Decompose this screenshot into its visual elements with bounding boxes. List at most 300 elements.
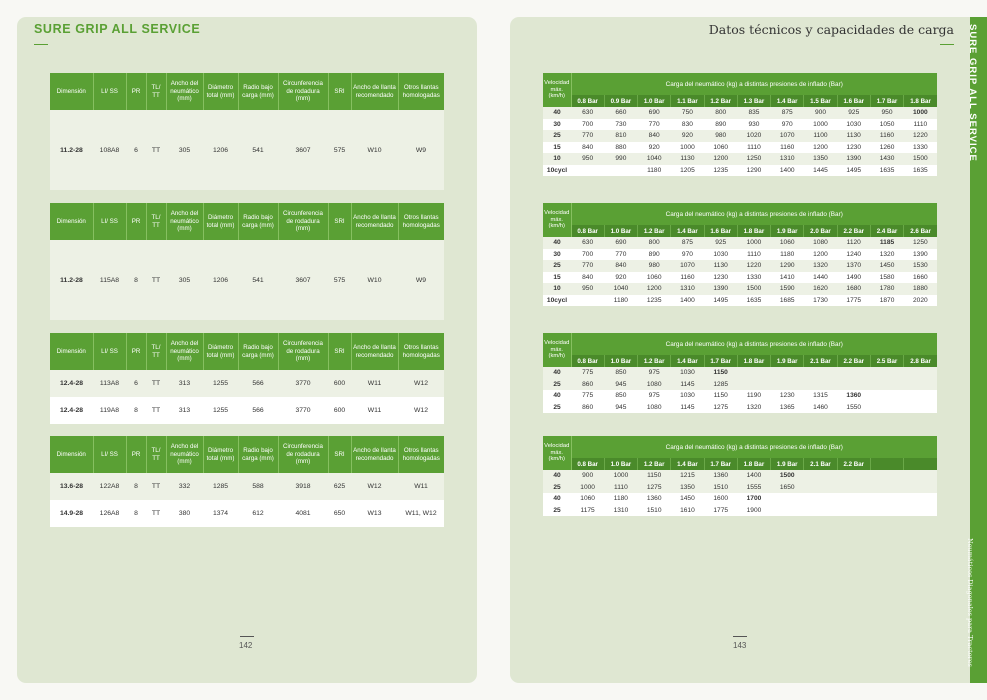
side-tab-subtitle: Neumáticos Diagonales para Tractores <box>966 538 974 667</box>
load-cell: 770 <box>615 250 627 258</box>
spec-header-cell: Diámetro total (mm) <box>203 203 238 240</box>
spec-cell: 6 <box>126 110 146 190</box>
load-cell <box>904 482 937 494</box>
load-cell: 930 <box>748 120 760 128</box>
right-page-number-rule <box>733 636 747 637</box>
spec-header-cell: Ancho del neumático (mm) <box>166 436 203 473</box>
capacity-header: Carga del neumático (kg) a distintas presiones de inflado (Bar) <box>571 73 937 95</box>
load-cell: 1275 <box>713 403 729 411</box>
pressure-header-cell: 0.8 Bar <box>571 458 604 470</box>
pressure-header-cell <box>904 458 937 470</box>
load-cell: 975 <box>638 367 671 379</box>
load-cell: 660 <box>604 107 637 119</box>
speed-cell: 40 <box>543 107 571 119</box>
spec-header-cell: Ancho de llanta recomendado <box>351 203 398 240</box>
spec-cell: TT <box>146 370 166 397</box>
load-cell: 1440 <box>813 273 828 281</box>
spec-cell: 8 <box>126 240 146 320</box>
load-cell: 630 <box>571 237 604 249</box>
spec-header-cell: Dimensión <box>50 333 93 370</box>
spec-cell: 566 <box>238 370 278 397</box>
load-cell <box>904 390 937 402</box>
load-cell: 880 <box>615 143 627 151</box>
spec-table <box>50 73 444 190</box>
spec-header-cell: LI/ SS <box>93 203 126 240</box>
spec-cell: TT <box>146 110 166 190</box>
load-cell <box>870 505 903 517</box>
load-cell: 1510 <box>704 482 737 494</box>
load-cell: 1495 <box>846 166 862 174</box>
load-cell: 1180 <box>613 495 628 503</box>
speed-cell: 25 <box>553 506 561 514</box>
spec-cell: 305 <box>166 110 203 190</box>
right-page-title: Datos técnicos y capacidades de carga <box>708 22 954 37</box>
load-cell: 1000 <box>571 482 604 494</box>
pressure-header-cell: 0.9 Bar <box>604 95 637 107</box>
spec-cell: 541 <box>238 240 278 320</box>
spec-cell: 3770 <box>278 370 328 397</box>
load-cell <box>904 379 937 391</box>
spec-cell: 380 <box>178 510 191 517</box>
pressure-header-cell: 1.2 Bar <box>638 225 671 237</box>
load-cell <box>904 470 937 482</box>
load-cell: 1110 <box>747 250 761 258</box>
load-cell: 1330 <box>746 273 762 281</box>
spec-header-cell: Radio bajo carga (mm) <box>238 436 278 473</box>
pressure-header-row <box>543 225 937 237</box>
spec-header-cell: LI/ SS <box>93 73 126 110</box>
spec-row <box>50 240 444 320</box>
load-cell: 800 <box>704 107 737 119</box>
spec-cell: 1374 <box>212 510 229 517</box>
speed-cell: 40 <box>553 495 561 503</box>
load-cell: 945 <box>604 379 637 391</box>
pressure-header-cell: 0.8 Bar <box>571 225 604 237</box>
spec-cell: 12.4-28 <box>50 370 93 397</box>
load-cell: 1040 <box>604 283 637 295</box>
load-cell: 1650 <box>771 482 804 494</box>
spec-header-cell: Radio bajo carga (mm) <box>238 73 278 110</box>
load-cell: 770 <box>571 260 604 272</box>
spec-header-cell: Dimensión <box>50 73 93 110</box>
load-row <box>543 505 937 517</box>
spec-cell: 612 <box>252 510 264 517</box>
load-cell: 980 <box>638 260 671 272</box>
load-row <box>543 482 937 494</box>
load-cell: 775 <box>582 392 594 400</box>
load-cell <box>771 379 804 391</box>
load-cell: 860 <box>582 403 594 411</box>
load-row <box>543 367 937 379</box>
pressure-header-cell: 2.6 Bar <box>904 225 937 237</box>
spec-cell: 566 <box>252 407 264 414</box>
load-row <box>543 493 937 505</box>
load-cell: 1495 <box>713 296 729 304</box>
load-cell: 950 <box>870 107 903 119</box>
capacity-header: Carga del neumático (kg) a distintas presiones de inflado (Bar) <box>571 333 937 355</box>
pressure-header-cell <box>870 458 903 470</box>
spec-row <box>50 370 444 397</box>
load-cell: 1130 <box>671 153 704 165</box>
load-cell <box>904 402 937 414</box>
load-cell: 1620 <box>804 283 837 295</box>
load-cell: 1400 <box>779 166 795 174</box>
spec-header-cell: Diámetro total (mm) <box>203 333 238 370</box>
load-cell: 875 <box>671 237 704 249</box>
load-cell: 1730 <box>813 296 828 304</box>
load-cell: 1190 <box>746 392 762 400</box>
speed-cell: 30 <box>553 120 561 128</box>
pressure-header-cell: 1.4 Bar <box>671 225 704 237</box>
load-row <box>543 390 937 402</box>
pressure-header-cell: 1.3 Bar <box>737 95 770 107</box>
load-cell <box>804 367 837 379</box>
spec-header-cell: LI/ SS <box>93 333 126 370</box>
load-cell: 1555 <box>737 482 770 494</box>
spec-cell: 119A8 <box>99 407 120 414</box>
load-row <box>543 107 937 119</box>
spec-cell: 6 <box>126 370 146 397</box>
load-cell <box>904 505 937 517</box>
load-cell: 1285 <box>704 379 737 391</box>
spec-row <box>50 500 444 527</box>
load-cell: 1250 <box>904 237 937 249</box>
pressure-header-cell: 2.2 Bar <box>837 355 870 367</box>
spec-cell: W12 <box>398 370 444 397</box>
pressure-header-cell: 1.4 Bar <box>771 95 804 107</box>
spec-cell: 3607 <box>278 240 328 320</box>
spec-cell: W9 <box>398 240 444 320</box>
load-cell: 1235 <box>713 166 729 174</box>
speed-cell: 30 <box>553 250 561 258</box>
load-cell: 850 <box>604 367 637 379</box>
load-cell: 1145 <box>680 403 695 411</box>
load-cell: 690 <box>638 107 671 119</box>
load-cell: 1175 <box>580 506 595 514</box>
pressure-header-cell: 1.2 Bar <box>638 458 671 470</box>
load-table <box>543 203 937 306</box>
load-cell: 1510 <box>646 506 662 514</box>
side-tab-title: SURE GRIP ALL SERVICE <box>967 24 978 162</box>
load-cell: 890 <box>648 250 660 258</box>
spec-row <box>50 110 444 190</box>
load-cell <box>870 470 903 482</box>
load-cell: 1775 <box>846 296 862 304</box>
spec-header-cell: Otros llantas homologadas <box>398 436 444 473</box>
capacity-header: Carga del neumático (kg) a distintas presiones de inflado (Bar) <box>571 436 937 458</box>
load-cell <box>837 367 870 379</box>
load-cell: 1310 <box>671 283 704 295</box>
load-cell: 1250 <box>737 153 770 165</box>
spec-cell: 305 <box>166 240 203 320</box>
load-cell: 1550 <box>846 403 862 411</box>
speed-cell: 10cycl <box>546 166 568 174</box>
pressure-header-cell: 1.0 Bar <box>604 355 637 367</box>
load-cell: 1360 <box>646 495 662 503</box>
load-cell: 1000 <box>604 470 637 482</box>
spec-header-row <box>50 203 444 240</box>
spec-header-cell: Dimensión <box>50 203 93 240</box>
load-cell: 1200 <box>638 283 671 295</box>
pressure-header-cell: 1.8 Bar <box>737 355 770 367</box>
load-cell: 1275 <box>638 482 671 494</box>
load-cell: 830 <box>681 120 693 128</box>
load-cell: 1320 <box>746 403 762 411</box>
pressure-header-cell: 1.9 Bar <box>771 225 804 237</box>
speed-cell: 10 <box>543 283 571 295</box>
spec-header-cell: Ancho de llanta recomendado <box>351 436 398 473</box>
load-cell: 1365 <box>779 403 795 411</box>
load-cell: 1360 <box>704 470 737 482</box>
load-row <box>543 470 937 482</box>
load-cell <box>870 367 903 379</box>
load-cell: 1200 <box>813 143 828 151</box>
load-cell: 1230 <box>713 273 729 281</box>
spec-cell: W11 <box>398 473 444 500</box>
load-cell <box>870 482 903 494</box>
load-cell: 1260 <box>879 143 895 151</box>
load-cell: 1200 <box>813 250 828 258</box>
load-cell: 1200 <box>704 153 737 165</box>
load-cell: 1030 <box>846 120 862 128</box>
spec-cell: 115A8 <box>93 240 126 320</box>
load-cell: 1450 <box>870 260 903 272</box>
speed-cell: 25 <box>543 130 571 142</box>
spec-cell: TT <box>146 240 166 320</box>
spec-header-cell: Dimensión <box>50 436 93 473</box>
spec-cell: 14.9-28 <box>59 510 84 517</box>
load-cell: 1900 <box>746 506 762 514</box>
load-row <box>543 272 937 284</box>
spec-row <box>50 473 444 500</box>
spec-header-cell: Circunferencia de rodadura (mm) <box>278 333 328 370</box>
load-cell: 750 <box>671 107 704 119</box>
load-cell <box>870 390 903 402</box>
load-cell <box>804 470 837 482</box>
load-cell: 1400 <box>737 470 770 482</box>
load-cell: 950 <box>571 153 604 165</box>
load-cell: 990 <box>604 153 637 165</box>
spec-header-cell: SRI <box>328 333 351 370</box>
load-cell: 1180 <box>613 296 628 304</box>
spec-table <box>50 436 444 527</box>
load-cell: 690 <box>604 237 637 249</box>
load-cell: 1880 <box>904 283 937 295</box>
load-header-row <box>543 203 937 225</box>
load-cell: 1220 <box>737 260 770 272</box>
load-cell <box>737 367 770 379</box>
load-cell: 1780 <box>870 283 903 295</box>
load-cell: 1290 <box>746 166 762 174</box>
load-cell: 1070 <box>671 260 704 272</box>
load-cell <box>571 165 604 177</box>
spec-header-cell: TL/ TT <box>146 333 166 370</box>
load-cell: 1320 <box>804 260 837 272</box>
spec-cell: 4081 <box>295 510 311 517</box>
pressure-header-cell: 1.8 Bar <box>737 225 770 237</box>
pressure-header-cell: 1.7 Bar <box>870 95 903 107</box>
pressure-header-cell: 1.7 Bar <box>704 355 737 367</box>
load-cell: 1360 <box>846 392 862 400</box>
right-title-rule <box>940 44 954 45</box>
left-page-title: SURE GRIP ALL SERVICE <box>34 22 201 36</box>
spec-cell: 113A8 <box>93 370 126 397</box>
spec-header-cell: Circunferencia de rodadura (mm) <box>278 203 328 240</box>
load-cell: 1235 <box>646 296 662 304</box>
load-cell: 835 <box>737 107 770 119</box>
pressure-header-row <box>543 458 937 470</box>
speed-cell: 25 <box>553 403 561 411</box>
load-table <box>543 73 937 176</box>
load-cell <box>837 493 870 505</box>
load-cell <box>771 493 804 505</box>
load-cell: 1230 <box>846 143 862 151</box>
pressure-header-cell: 1.8 Bar <box>737 458 770 470</box>
load-cell: 1350 <box>804 153 837 165</box>
load-cell: 1220 <box>904 130 937 142</box>
spec-cell: 541 <box>238 110 278 190</box>
spec-cell: 650 <box>333 510 346 517</box>
speed-header: Velocidad máx. (km/h) <box>543 203 571 237</box>
spec-header-cell: Circunferencia de rodadura (mm) <box>278 436 328 473</box>
load-cell: 875 <box>771 107 804 119</box>
speed-cell: 10 <box>543 153 571 165</box>
spec-header-cell: PR <box>126 333 146 370</box>
pressure-header-cell: 2.0 Bar <box>804 225 837 237</box>
load-cell: 840 <box>582 143 594 151</box>
load-cell: 860 <box>571 379 604 391</box>
load-row <box>543 119 937 131</box>
spec-cell: 575 <box>328 240 351 320</box>
spec-table <box>50 203 444 320</box>
speed-cell: 10cycl <box>546 296 568 304</box>
load-cell: 1490 <box>846 273 862 281</box>
load-cell: 1410 <box>779 273 795 281</box>
spec-cell: W11 <box>351 370 398 397</box>
spec-header-cell: Otros llantas homologadas <box>398 73 444 110</box>
load-cell: 630 <box>571 107 604 119</box>
spec-cell: W12 <box>351 473 398 500</box>
pressure-header-cell: 1.2 Bar <box>704 95 737 107</box>
load-cell: 1600 <box>713 495 729 503</box>
pressure-header-cell: 2.1 Bar <box>804 458 837 470</box>
load-cell: 1160 <box>870 130 903 142</box>
spec-cell: 1206 <box>203 240 238 320</box>
spec-cell: 332 <box>166 473 203 500</box>
spec-cell: W9 <box>398 110 444 190</box>
load-cell <box>771 505 804 517</box>
pressure-header-cell: 1.0 Bar <box>604 458 637 470</box>
load-cell: 1180 <box>780 250 795 258</box>
load-cell: 1390 <box>837 153 870 165</box>
load-cell: 770 <box>648 120 660 128</box>
load-cell: 920 <box>615 273 627 281</box>
pressure-header-cell: 1.9 Bar <box>771 458 804 470</box>
spec-cell: 11.2-28 <box>50 240 93 320</box>
spec-header-cell: Ancho de llanta recomendado <box>351 73 398 110</box>
spec-table <box>50 333 444 424</box>
load-cell <box>904 367 937 379</box>
load-cell: 1320 <box>879 250 895 258</box>
load-cell: 1110 <box>604 482 637 494</box>
load-row <box>543 295 937 307</box>
load-row <box>543 165 937 177</box>
pressure-header-cell: 2.4 Bar <box>870 225 903 237</box>
spec-cell: 1255 <box>203 370 238 397</box>
pressure-header-cell: 1.5 Bar <box>804 95 837 107</box>
load-cell: 1450 <box>680 495 695 503</box>
load-cell: 1030 <box>713 250 729 258</box>
spec-header-cell: Ancho del neumático (mm) <box>166 73 203 110</box>
pressure-header-cell: 1.6 Bar <box>837 95 870 107</box>
spec-cell: 3770 <box>295 407 311 414</box>
speed-cell: 25 <box>543 482 571 494</box>
load-cell: 1020 <box>737 130 770 142</box>
load-cell: 1445 <box>813 166 828 174</box>
load-cell: 1215 <box>671 470 704 482</box>
load-cell: 1870 <box>879 296 895 304</box>
load-cell: 1100 <box>804 130 837 142</box>
speed-header: Velocidad máx. (km/h) <box>543 436 571 470</box>
load-cell: 840 <box>604 260 637 272</box>
left-page-number-rule <box>240 636 254 637</box>
load-cell: 1185 <box>870 237 903 249</box>
load-cell: 1660 <box>912 273 928 281</box>
speed-cell: 40 <box>553 392 561 400</box>
load-cell: 900 <box>804 107 837 119</box>
pressure-header-cell: 1.4 Bar <box>671 458 704 470</box>
spec-header-cell: Circunferencia de rodadura (mm) <box>278 73 328 110</box>
spec-cell: 313 <box>178 407 191 414</box>
spec-cell: W13 <box>367 510 382 517</box>
load-row <box>543 153 937 165</box>
spec-cell: 8 <box>126 473 146 500</box>
load-cell <box>771 367 804 379</box>
spec-cell: 3918 <box>278 473 328 500</box>
load-cell: 700 <box>582 250 594 258</box>
load-header-row <box>543 436 937 458</box>
spec-cell: 3607 <box>278 110 328 190</box>
load-cell: 1685 <box>779 296 795 304</box>
spec-cell: TT <box>151 407 161 414</box>
speed-header: Velocidad máx. (km/h) <box>543 333 571 367</box>
pressure-header-cell: 2.1 Bar <box>804 355 837 367</box>
pressure-header-cell: 1.9 Bar <box>771 355 804 367</box>
left-page-number: 142 <box>239 641 253 650</box>
load-cell: 980 <box>704 130 737 142</box>
spec-cell: 575 <box>328 110 351 190</box>
load-cell: 1290 <box>771 260 804 272</box>
pressure-header-cell: 2.2 Bar <box>837 458 870 470</box>
capacity-header: Carga del neumático (kg) a distintas presiones de inflado (Bar) <box>571 203 937 225</box>
load-cell: 1390 <box>912 250 928 258</box>
right-page-number: 143 <box>733 641 747 650</box>
load-cell: 1635 <box>912 166 928 174</box>
load-cell: 890 <box>715 120 727 128</box>
load-cell: 1060 <box>713 143 729 151</box>
load-cell: 1160 <box>780 143 795 151</box>
pressure-header-cell: 1.6 Bar <box>704 225 737 237</box>
load-cell: 1080 <box>646 403 662 411</box>
spec-cell: TT <box>151 510 161 517</box>
load-cell: 925 <box>837 107 870 119</box>
load-cell: 920 <box>671 130 704 142</box>
spec-header-cell: SRI <box>328 436 351 473</box>
load-cell: 1110 <box>747 143 761 151</box>
spec-header-cell: PR <box>126 436 146 473</box>
spec-header-cell: Radio bajo carga (mm) <box>238 203 278 240</box>
spec-cell: 108A8 <box>93 110 126 190</box>
